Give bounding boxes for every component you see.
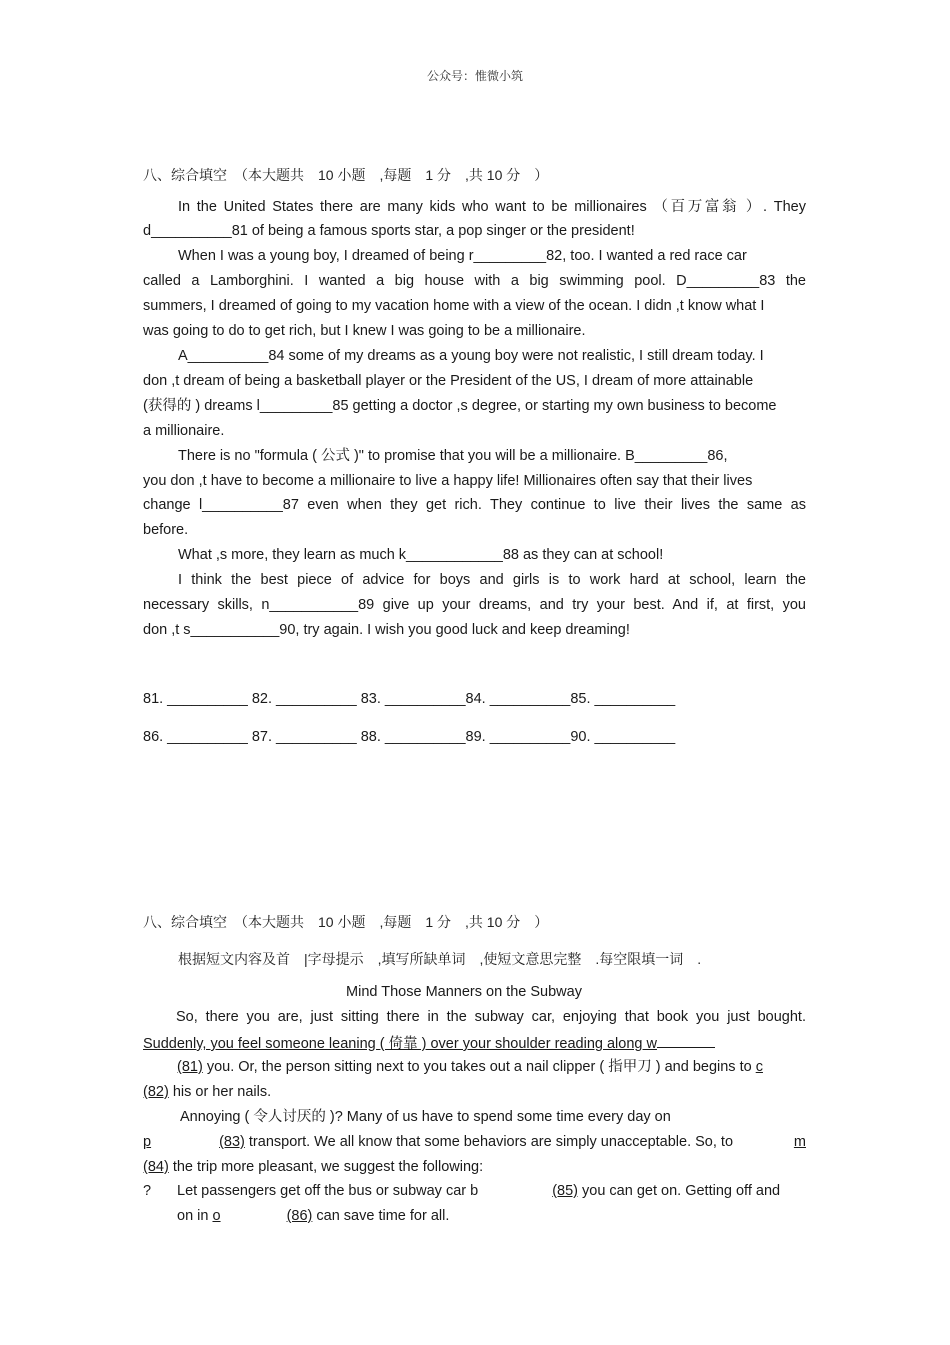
passage1-line-16: I think the best piece of advice for boys and girls is to work hard at school, learn the xyxy=(178,572,806,588)
passage1-line-18: don ,t s___________90, try again. I wish you good luck and keep dreaming! xyxy=(143,622,630,638)
blank-81-label: (81) xyxy=(177,1059,203,1075)
passage1-line-10: a millionaire. xyxy=(143,423,225,439)
passage1-line-6: was going to do to get rich, but I knew I was going to be a millionaire. xyxy=(143,323,586,339)
bullet-line-1-tail: you can get on. Getting off and xyxy=(578,1183,781,1199)
passage1-line-3: When I was a young boy, I dreamed of being r_________82, too. I wanted a red race car xyxy=(178,248,747,264)
passage1-line-5: summers, I dreamed of going to my vacation home with a view of the ocean. I didn ,t know what I xyxy=(143,298,765,314)
blank-84-start: m xyxy=(793,1134,806,1150)
passage1-line-11: There is no "formula ( 公式 )" to promise that you will be a millionaire. B_________86, xyxy=(178,448,728,464)
answer-row-1: 81. __________ 82. __________ 83. __________84. __________85. __________ xyxy=(143,691,676,707)
passage2-line-3-text: you. Or, the person sitting next to you takes out a nail clipper ( 指甲刀 ) and begins to xyxy=(202,1059,756,1075)
blank-85-label: (85) xyxy=(552,1183,578,1199)
blank-81-start: Suddenly, you feel someone leaning ( 倚靠 ) over your shoulder reading along w xyxy=(143,1036,657,1052)
passage2-line-1: So, there you are, just sitting there in the subway car, enjoying that book you just bought. xyxy=(176,1009,806,1025)
passage1-line-9: (获得的 ) dreams l_________85 getting a doctor ,s degree, or starting my own business to become xyxy=(143,398,777,414)
passage2-title: Mind Those Manners on the Subway xyxy=(346,984,582,1000)
answer-row-2: 86. __________ 87. __________ 88. __________89. __________90. __________ xyxy=(143,729,676,745)
passage1-line-8: don ,t dream of being a basketball player or the President of the US, I dream of more attainable xyxy=(143,373,754,389)
blank-82-start: c xyxy=(755,1059,763,1075)
passage1-line-13: change l__________87 even when they get rich. They continue to live their lives the same as xyxy=(143,497,806,513)
bullet-line-2 xyxy=(177,1207,449,1225)
bullet-line-1-text: Let passengers get off the bus or subway car b xyxy=(177,1183,479,1199)
blank-81-line xyxy=(657,1033,715,1048)
passage1-line-2: d__________81 of being a famous sports star, a pop singer or the president! xyxy=(143,223,635,239)
blank-86-label: (86) xyxy=(286,1208,313,1224)
passage1-line-15: What ,s more, they learn as much k____________88 as they can at school! xyxy=(178,547,664,563)
passage2-line-3 xyxy=(143,1058,763,1076)
bullet-line-2-tail: can save time for all. xyxy=(312,1208,450,1224)
blank-83-label: (83) xyxy=(219,1134,245,1150)
bullet-line-1 xyxy=(177,1182,780,1200)
passage1-line-7: A__________84 some of my dreams as a young boy were not realistic, I still dream today. I xyxy=(178,348,764,364)
passage2-line-4-text: his or her nails. xyxy=(168,1084,272,1100)
page-header: 公众号：惟微小筑 xyxy=(426,69,523,83)
bullet-line-2-text: on in xyxy=(177,1208,213,1224)
section1-heading: 八、综合填空 （本大题共 10 小题 ,每题 1 分 ,共 10 分 ） xyxy=(143,167,549,183)
bullet-marker-1: ? xyxy=(143,1183,152,1199)
passage1-line-12: you don ,t have to become a millionaire to live a happy life! Millionaires often say that their lives xyxy=(143,473,753,489)
section2-heading: 八、综合填空 （本大题共 10 小题 ,每题 1 分 ,共 10 分 ） xyxy=(143,914,549,930)
blank-82-label: (82) xyxy=(143,1084,169,1100)
blank-83-start: p xyxy=(143,1134,152,1150)
passage1-line-1: In the United States there are many kids who want to be millionaires （百万富翁 ）. They xyxy=(178,199,806,215)
passage1-line-17: necessary skills, n___________89 give up your dreams, and try your best. And if, at first, you xyxy=(143,597,806,613)
passage2-line-7 xyxy=(143,1158,483,1176)
passage1-line-4: called a Lamborghini. I wanted a big house with a big swimming pool. D_________83 the xyxy=(143,273,806,289)
passage1-line-14: before. xyxy=(143,522,189,538)
blank-86-start: o xyxy=(212,1208,221,1224)
passage2-line-6 xyxy=(143,1133,806,1151)
passage2-line-6-text: transport. We all know that some behaviors are simply unacceptable. So, to xyxy=(244,1134,734,1150)
passage2-line-4 xyxy=(143,1083,271,1101)
blank-84-label: (84) xyxy=(143,1159,169,1175)
passage2-line-7-text: the trip more pleasant, we suggest the following: xyxy=(168,1159,484,1175)
passage2-line-5: Annoying ( 令人讨厌的 )? Many of us have to spend some time every day on xyxy=(180,1109,671,1125)
section2-instruction: 根据短文内容及首 |字母提示 ,填写所缺单词 ,使短文意思完整 .每空限填一词 . xyxy=(178,951,702,967)
passage2-line-2 xyxy=(143,1033,715,1053)
